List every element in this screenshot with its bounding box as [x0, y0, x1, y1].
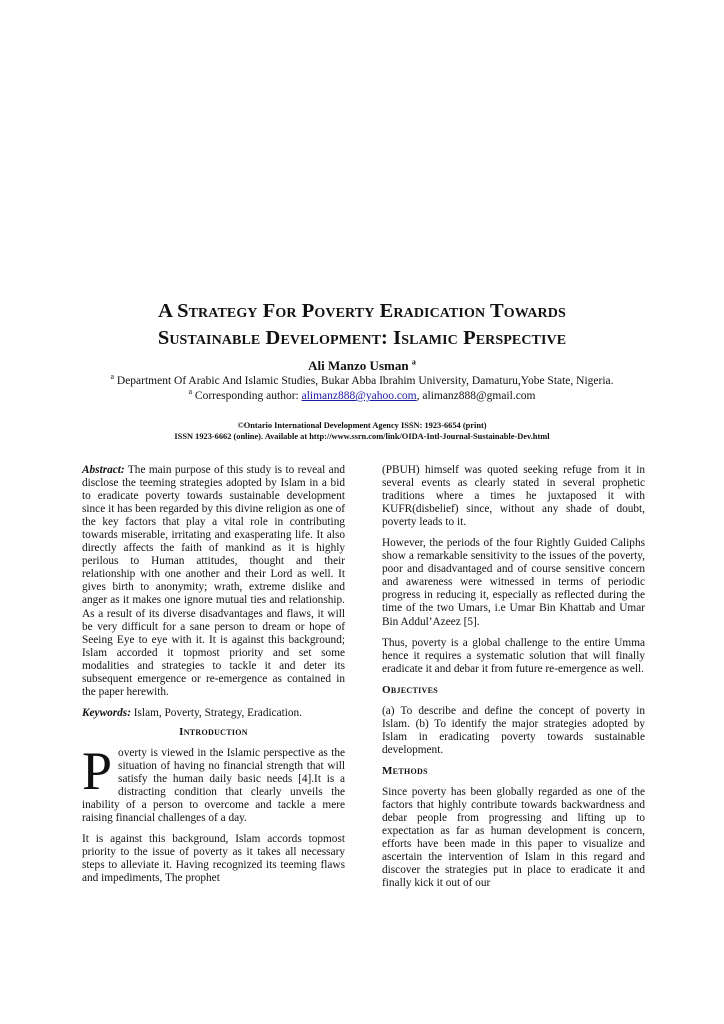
author-name: Ali Manzo Usman	[308, 358, 409, 373]
introduction-heading: Introduction	[179, 725, 248, 738]
author-marker: a	[411, 357, 416, 367]
title-line-1: A Strategy For Poverty Eradication Towards	[158, 300, 566, 322]
copyright-block	[0, 420, 724, 442]
objectives-paragraph: (a) To describe and define the concept of poverty in Islam. (b) To identify the major strategies adopted by Islam in eradicating poverty towards sustainable development.	[382, 704, 645, 756]
email-link-yahoo[interactable]: alimanz888@yahoo.com	[301, 390, 417, 402]
right-paragraph-2: However, the periods of the four Rightly Guided Caliphs show a remarkable sensitivity to the issues of the poverty, poor and disadvantaged and of course sensitive concern and awareness were witnessed in terms of periodic progress in reducing it, especially as reflected during the time of the two Umars, i.e Umar Bin Khattab and Umar Bin Addul’Azeez [5].	[382, 537, 645, 628]
abstract-label: Abstract:	[82, 464, 125, 476]
copyright-line-1: ©Ontario International Development Agency ISSN: 1923-6654 (print)	[237, 421, 487, 430]
keywords-paragraph	[82, 707, 345, 720]
keywords-text: Islam, Poverty, Strategy, Eradication.	[130, 706, 303, 719]
corresponding-author-line	[0, 389, 724, 404]
affiliation-line	[0, 374, 724, 389]
abstract-paragraph	[82, 464, 345, 699]
corresponding-label: Corresponding author:	[194, 390, 299, 402]
title-line-2: Sustainable Development: Islamic Perspective	[157, 327, 567, 349]
introduction-text-1: overty is viewed in the Islamic perspective as the situation of having no financial strength that will satisfy the human daily basic needs [4].It is a distracting condition that clearly unveils the inability of a person to overcome and tackle a mere raising financial challenges of a day.	[82, 746, 345, 825]
right-paragraph-1: (PBUH) himself was quoted seeking refuge from it in several events as clearly stated in several prophetic traditions where a times he juxtaposed it with KUFR(disbelief) since, without any shade of doubt, poverty leads to it.	[382, 464, 645, 529]
email-gmail: , alimanz888@gmail.com	[416, 390, 536, 402]
affiliation-department: Department Of Arabic And Islamic Studies, Bukar Abba Ibrahim University, Damaturu,Yobe State, Nigeria.	[116, 375, 614, 387]
corresponding-marker: a	[188, 387, 193, 397]
right-paragraph-3: Thus, poverty is a global challenge to the entire Umma hence it requires a systematic solution that will finally eradicate it and debar it from future re-emergence as well.	[382, 636, 645, 675]
drop-cap: P	[82, 740, 113, 801]
keywords-label: Keywords:	[82, 706, 131, 719]
affiliation-block	[0, 374, 724, 404]
objectives-heading: Objectives	[382, 683, 439, 696]
introduction-paragraph-1	[82, 740, 345, 825]
abstract-text: The main purpose of this study is to reveal and disclose the teeming strategies adopted by Islam in a bid to eradicate poverty towards sustainable development since it has been regarded by this divine religion as one of the key factors that play a vital role in contributing towards miserable, irritating and exasperating life. It also directly affects the faith of mankind as it is highly perilous to Human attitudes, thought and their relationship with one another and their Lord as well. It gives birth to anonymity; wrath, extreme dislike and anger as it makes one ignore mutual ties and relationship. As a result of its diverse disadvantages and flaws, it will be very difficult for a sane person to dream or hope of Seeing Eye to eye with it. It is against this background; Islam accorded it topmost priority and set some modalities and strategies to tackle it and deter its subsequent emergence or re-emergence as contained in the paper herewith.	[82, 464, 345, 698]
methods-heading: Methods	[382, 764, 428, 777]
introduction-paragraph-2: It is against this background, Islam accords topmost priority to the issue of poverty as it takes all necessary steps to alleviate it. Having recognized its teeming flaws and impediments, The prophet	[82, 833, 345, 885]
author-line	[0, 358, 724, 374]
right-column	[382, 464, 645, 898]
paper-title	[60, 298, 664, 352]
methods-paragraph: Since poverty has been globally regarded as one of the factors that highly contribute towards backwardness and debar people from progressing and lifting up to expectation as far as human development is concern, efforts have been made in this paper to visualize and ascertain the intervention of Islam in this regard and discover the strategies put in place to eradicate it and finally kick it out of our	[382, 785, 645, 890]
left-column	[82, 464, 345, 893]
copyright-line-2: ISSN 1923-6662 (online). Available at http://www.ssrn.com/link/OIDA-Intl-Journal-Sustainable-Dev.html	[174, 432, 550, 441]
affiliation-marker: a	[110, 372, 115, 382]
